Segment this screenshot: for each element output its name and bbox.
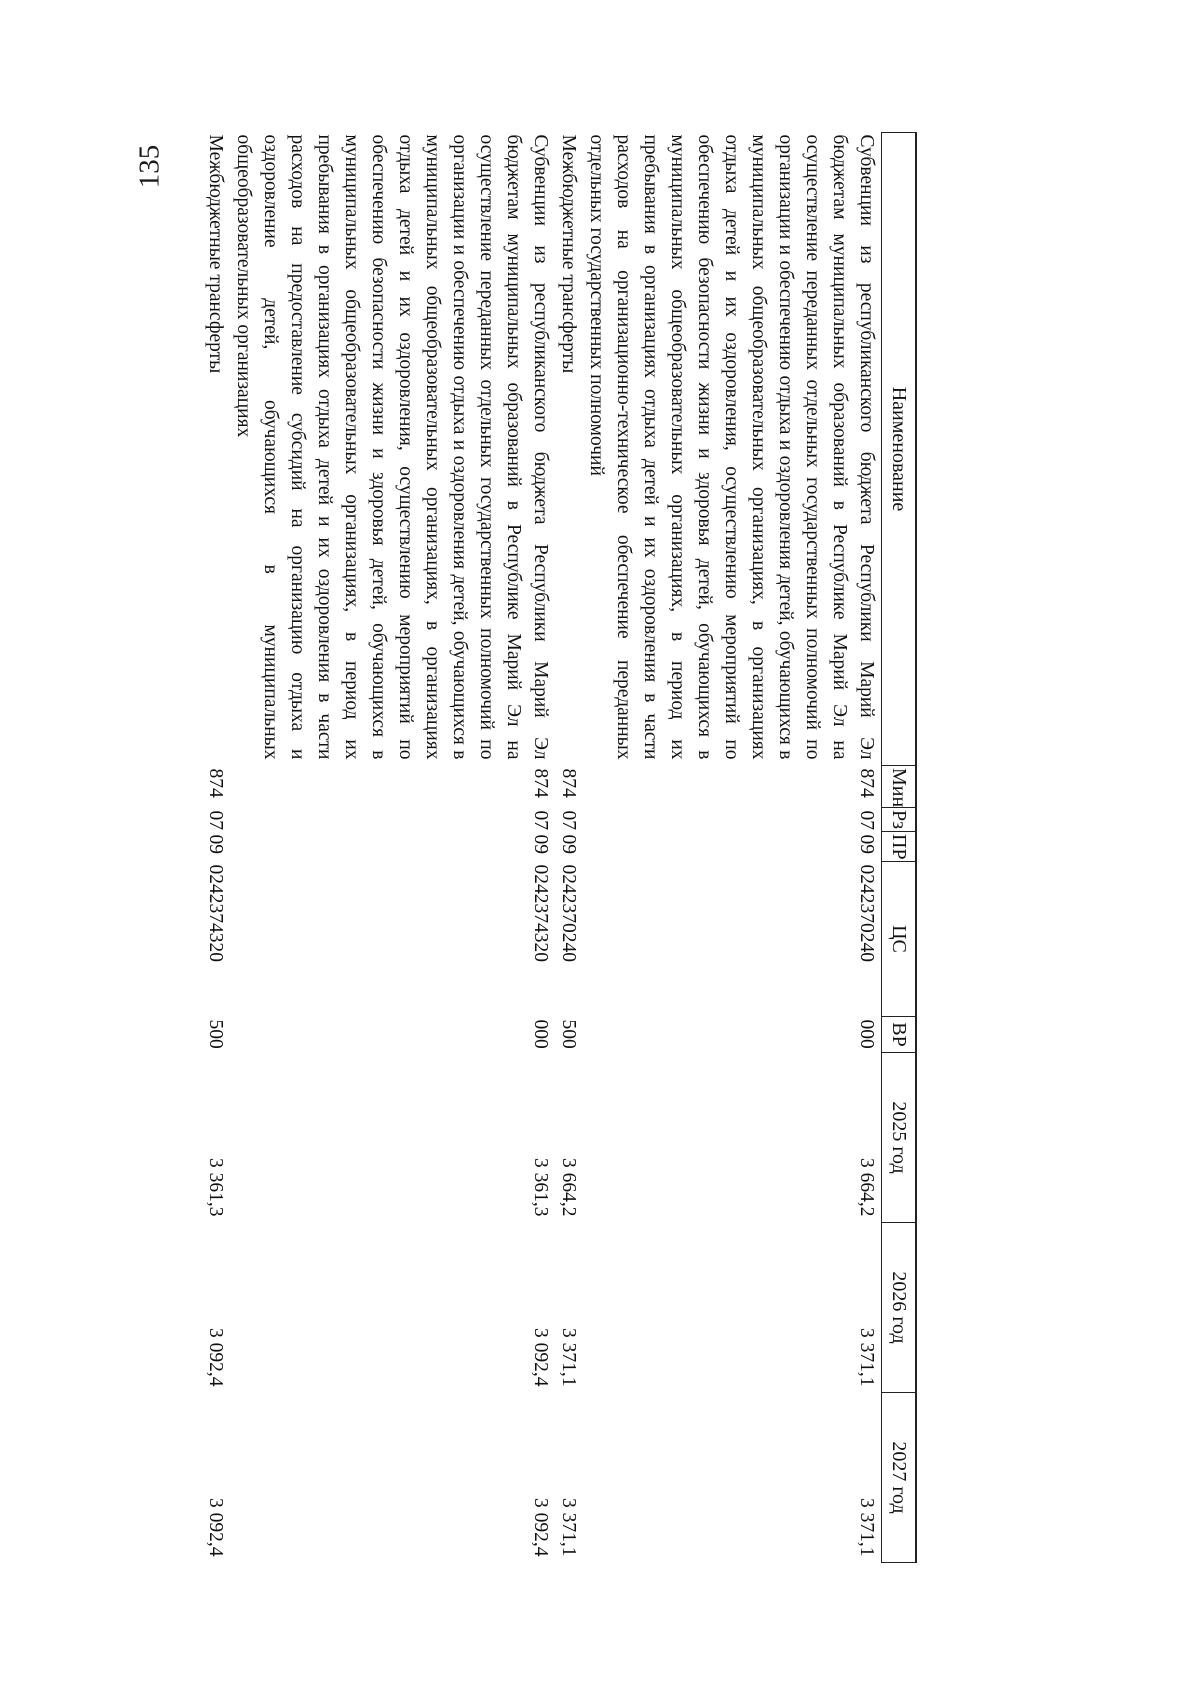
- row-name: Межбюджетные трансферты: [205, 134, 226, 374]
- row-name: Субвенции из республиканского бюджета Республики Марий Эл бюджетам муниципальных образований в Республике Марий Эл на осуществление переданных отдельных государственных полномочий по организации и обеспечению отдыха и оздоровления детей, обучающихся в муниципальных общеобразовательных организациях, в организациях отдыха детей и их оздоровления, осуществлению мероприятий по обеспечению безопасности жизни и здоровья детей, обучающихся в муниципальных общеобразовательных организациях, в период их пребывания в организациях отдыха детей и их оздоровления в части расходов на предоставление субсидий на организацию отдыха и оздоровление детей, обучающихся в муниципальных общеобразовательных организациях: [233, 134, 551, 760]
- row-2027: 3 371,1: [558, 1498, 579, 1557]
- row-cs: 0242370240: [558, 864, 579, 962]
- budget-table: [202, 132, 917, 1563]
- row-2025: 3 361,3: [205, 1158, 226, 1217]
- row-2025: 3 664,2: [856, 1158, 877, 1217]
- table-row: [555, 133, 583, 1563]
- budget-table-sheet: [197, 132, 917, 1562]
- header-name: Наименование: [882, 133, 917, 766]
- row-vr: 500: [558, 1019, 579, 1049]
- header-2027: 2027 год: [882, 1393, 917, 1563]
- row-cs: 0242370240: [856, 864, 877, 962]
- row-cs: 0242374320: [205, 864, 226, 962]
- row-2026: 3 092,4: [205, 1328, 226, 1387]
- row-rz: 07: [530, 810, 551, 830]
- row-name: Межбюджетные трансферты: [558, 134, 579, 374]
- row-2027: 3 092,4: [530, 1498, 551, 1557]
- row-vr: 000: [856, 1019, 877, 1049]
- row-2027: 3 092,4: [205, 1498, 226, 1557]
- header-2025: 2025 год: [882, 1053, 917, 1223]
- table-header-row: [882, 133, 917, 1563]
- header-cs: ЦС: [882, 862, 917, 1017]
- row-min: 874: [558, 768, 579, 798]
- table-row: [583, 133, 882, 1563]
- row-min: 874: [530, 768, 551, 798]
- row-2027: 3 371,1: [856, 1498, 877, 1557]
- row-min: 874: [205, 768, 226, 798]
- table-row: [202, 133, 230, 1563]
- row-2026: 3 371,1: [558, 1328, 579, 1387]
- header-2026: 2026 год: [882, 1223, 917, 1393]
- row-rz: 07: [205, 810, 226, 830]
- row-2026: 3 371,1: [856, 1328, 877, 1387]
- header-rz: Рз: [882, 808, 917, 832]
- row-name: Субвенции из республиканского бюджета Республики Марий Эл бюджетам муниципальных образований в Республике Марий Эл на осуществление переданных отдельных государственных полномочий по организации и обеспечению отдыха и оздоровления детей, обучающихся в муниципальных общеобразовательных организациях, в организациях отдыха детей и их оздоровления, осуществлению мероприятий по обеспечению безопасности жизни и здоровья детей, обучающихся в муниципальных общеобразовательных организациях, в период их пребывания в организациях отдыха детей и их оздоровления в части расходов на организационно-техническое обеспечение переданных отдельных государственных полномочий: [586, 134, 877, 760]
- row-rz: 07: [558, 810, 579, 830]
- row-vr: 500: [205, 1019, 226, 1049]
- header-min: Мин: [882, 766, 917, 808]
- row-2025: 3 664,2: [558, 1158, 579, 1217]
- row-pr: 09: [856, 834, 877, 854]
- row-2025: 3 361,3: [530, 1158, 551, 1217]
- row-vr: 000: [530, 1019, 551, 1049]
- table-row: [230, 133, 555, 1563]
- row-pr: 09: [558, 834, 579, 854]
- header-vr: ВР: [882, 1017, 917, 1053]
- row-rz: 07: [856, 810, 877, 830]
- row-2026: 3 092,4: [530, 1328, 551, 1387]
- page-number: 135: [133, 144, 166, 189]
- row-min: 874: [856, 768, 877, 798]
- header-pr: ПР: [882, 832, 917, 862]
- row-cs: 0242374320: [530, 864, 551, 962]
- row-pr: 09: [530, 834, 551, 854]
- row-pr: 09: [205, 834, 226, 854]
